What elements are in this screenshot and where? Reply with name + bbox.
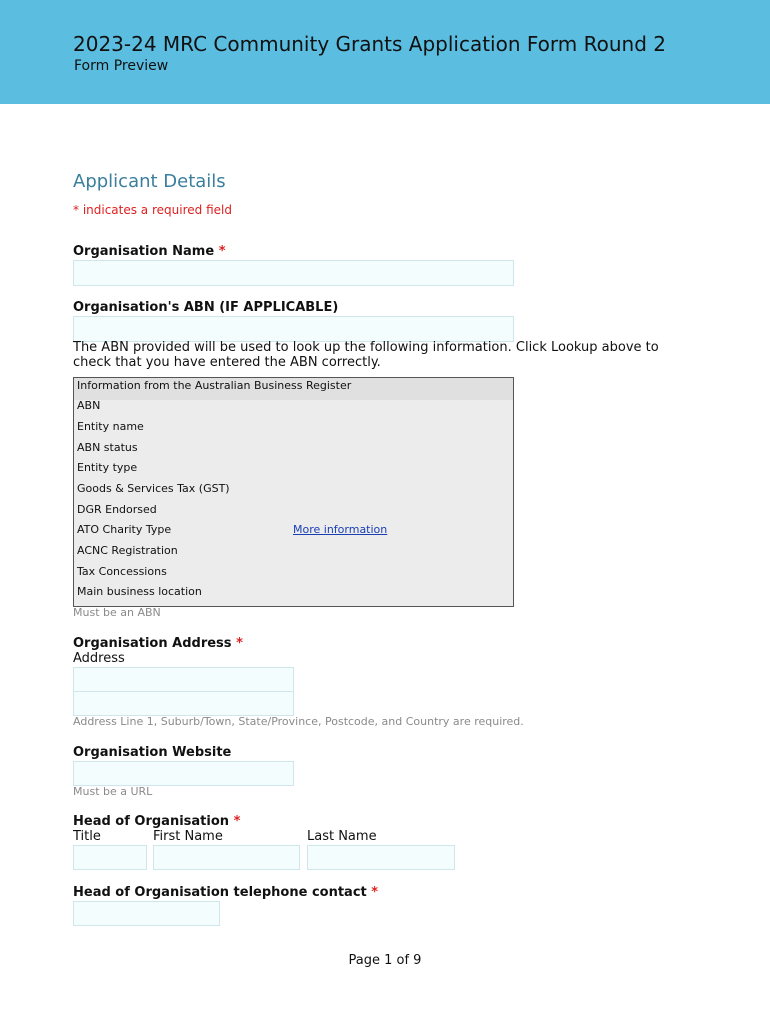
form-header [0, 0, 770, 104]
abr-row-tax-concessions: Tax Concessions [77, 565, 167, 578]
abr-row-abn: ABN [77, 399, 101, 412]
abr-row-main-location: Main business location [77, 585, 202, 598]
address-label-text: Organisation Address [73, 636, 232, 651]
abn-description: The ABN provided will be used to look up the following information. Click Lookup above to check that you have entered the ABN correctly. [73, 340, 659, 370]
head-first-name-input[interactable] [153, 845, 300, 870]
abn-hint: Must be an ABN [73, 606, 161, 619]
head-last-label: Last Name [307, 829, 377, 844]
abr-row-dgr: DGR Endorsed [77, 503, 157, 516]
abn-input[interactable] [73, 316, 514, 342]
org-name-input[interactable] [73, 260, 514, 286]
head-first-label: First Name [153, 829, 223, 844]
required-star: * [371, 885, 379, 900]
phone-label [73, 885, 378, 900]
abr-row-acnc: ACNC Registration [77, 544, 178, 557]
org-name-label-text: Organisation Name [73, 244, 215, 259]
head-title-label: Title [73, 829, 101, 844]
required-star: * [233, 814, 241, 829]
address-label [73, 636, 243, 651]
org-name-label [73, 244, 226, 259]
head-last-name-input[interactable] [307, 845, 455, 870]
section-title: Applicant Details [73, 171, 226, 192]
address-line2-input[interactable] [73, 691, 294, 716]
form-title: 2023-24 MRC Community Grants Application Form Round 2 [73, 32, 666, 56]
required-star: * [236, 636, 243, 651]
abr-row-entity-type: Entity type [77, 461, 138, 474]
website-input[interactable] [73, 761, 294, 786]
address-line1-input[interactable] [73, 667, 294, 692]
head-title-input[interactable] [73, 845, 147, 870]
address-sublabel: Address [73, 651, 125, 666]
phone-input[interactable] [73, 901, 220, 926]
abr-row-gst: Goods & Services Tax (GST) [77, 482, 230, 495]
abr-info-header: Information from the Australian Business Register [74, 378, 513, 400]
address-hint: Address Line 1, Suburb/Town, State/Province, Postcode, and Country are required. [73, 715, 524, 728]
abr-row-charity-type: ATO Charity Type [77, 523, 172, 536]
phone-label-text: Head of Organisation telephone contact [73, 885, 367, 900]
abn-label: Organisation's ABN (IF APPLICABLE) [73, 300, 339, 315]
head-label-text: Head of Organisation [73, 814, 230, 829]
website-hint: Must be a URL [73, 785, 153, 798]
form-subtitle: Form Preview [74, 58, 169, 74]
required-note: * indicates a required field [73, 203, 232, 217]
more-information-link[interactable]: More information [293, 523, 388, 536]
abr-row-entity-name: Entity name [77, 420, 144, 433]
abr-info-box [73, 377, 514, 607]
abr-row-abn-status: ABN status [77, 441, 138, 454]
website-label: Organisation Website [73, 745, 232, 760]
page-number: Page 1 of 9 [348, 953, 422, 968]
required-star: * [218, 244, 226, 259]
head-label [73, 814, 240, 829]
